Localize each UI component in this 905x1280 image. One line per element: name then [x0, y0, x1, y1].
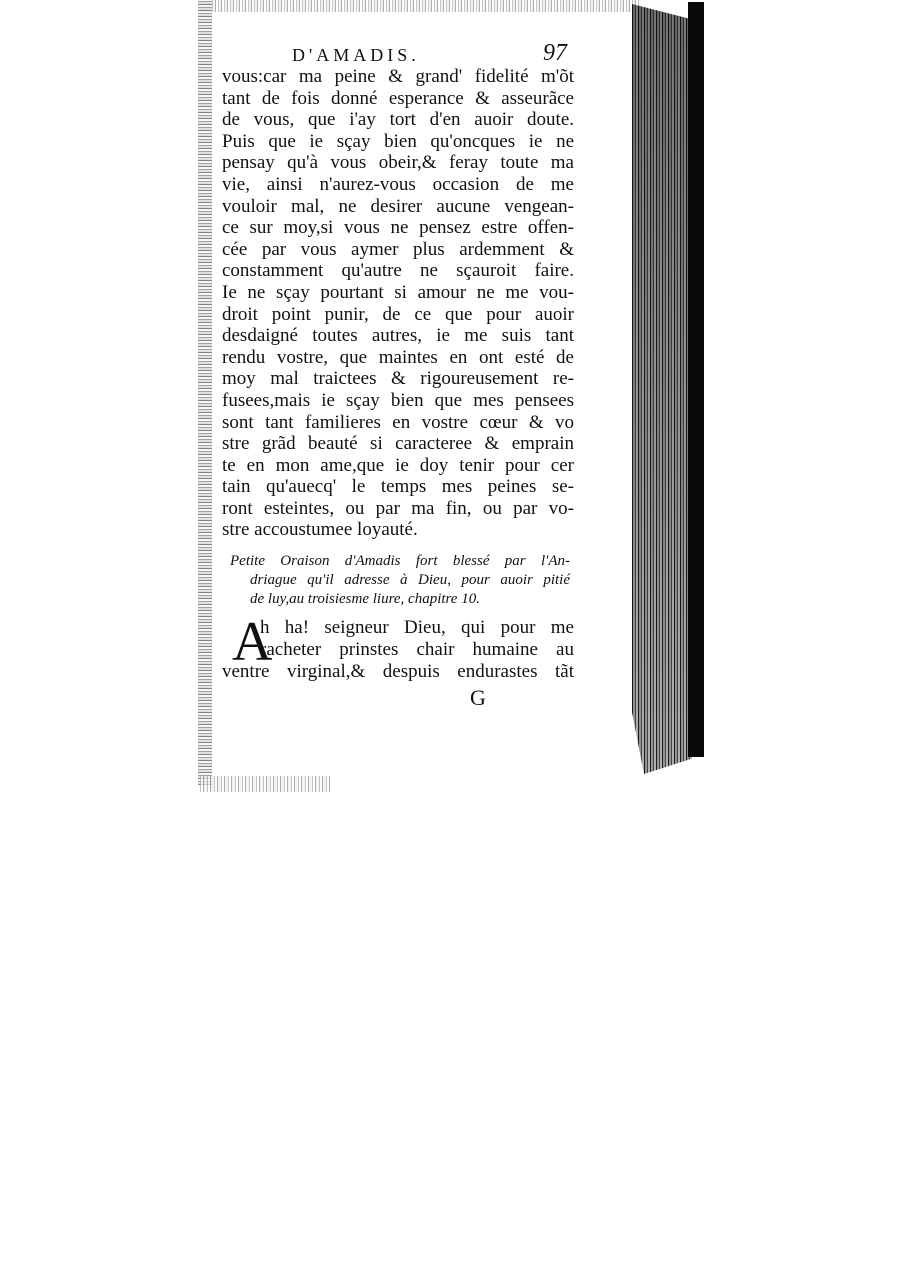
page-top-edge — [200, 0, 640, 12]
prayer-line: racheter prinstes chair humaine au — [260, 639, 574, 660]
book-cover-edge — [688, 2, 704, 757]
text-line: droit point punir, de ce que pour auoir — [222, 303, 574, 325]
page-bottom-edge — [200, 776, 330, 792]
text-line: ce sur moy,si vous ne pensez estre offen- — [222, 217, 574, 239]
text-line: ront esteintes, ou par ma fin, ou par vo- — [222, 497, 574, 519]
text-line: cée par vous aymer plus ardemment & — [222, 238, 574, 260]
prayer-line: h ha! seigneur Dieu, qui pour me — [260, 617, 574, 638]
text-line: te en mon ame,que ie doy tenir pour cer — [222, 454, 574, 476]
text-line: rendu vostre, que maintes en ont esté de — [222, 346, 574, 368]
running-title: D'AMADIS. — [292, 45, 420, 65]
text-line: vous:car ma peine & grand' fidelité m'õt — [222, 66, 574, 87]
body-text — [222, 66, 574, 541]
rubric-line: de luy,au troisiesme liure, chapitre 10. — [250, 591, 480, 607]
text-line: constamment qu'autre ne sçauroit faire. — [222, 260, 574, 282]
text-line: Puis que ie sçay bien qu'oncques ie ne — [222, 130, 574, 152]
text-line: stre accoustumee loyauté. — [222, 519, 418, 541]
drop-capital: A — [232, 611, 273, 673]
text-line: vouloir mal, ne desirer aucune vengean- — [222, 195, 574, 217]
rubric-line: Petite Oraison d'Amadis fort blessé par l'An- — [230, 553, 570, 569]
rubric-line: driague qu'il adresse à Dieu, pour auoir pitié — [250, 572, 570, 588]
text-line: moy mal traictees & rigoureusement re- — [222, 368, 574, 390]
text-line: pensay qu'à vous obeir,& feray toute ma — [222, 152, 574, 174]
text-line: tain qu'auecq' le temps mes peines se- — [222, 476, 574, 498]
text-line: vie, ainsi n'aurez-vous occasion de me — [222, 173, 574, 195]
text-line: sont tant familieres en vostre cœur & vo — [222, 411, 574, 433]
book-page-stack — [632, 4, 692, 774]
text-line: stre grãd beauté si caracteree & emprain — [222, 433, 574, 455]
chapter-rubric — [230, 552, 570, 609]
text-line: Ie ne sçay pourtant si amour ne me vou- — [222, 281, 574, 303]
page-left-edge — [198, 0, 212, 785]
prayer-text — [222, 611, 574, 683]
page-number: 97 — [543, 40, 567, 66]
text-line: fusees,mais ie sçay bien que mes pensees — [222, 389, 574, 411]
text-line: de vous, que i'ay tort d'en auoir doute. — [222, 109, 574, 131]
text-line: tant de fois donné esperance & asseurãce — [222, 87, 574, 109]
signature-mark: G — [470, 685, 486, 710]
prayer-line: ventre virginal,& despuis endurastes tãt — [222, 661, 574, 682]
text-line: desdaigné toutes autres, ie me suis tant — [222, 325, 574, 347]
